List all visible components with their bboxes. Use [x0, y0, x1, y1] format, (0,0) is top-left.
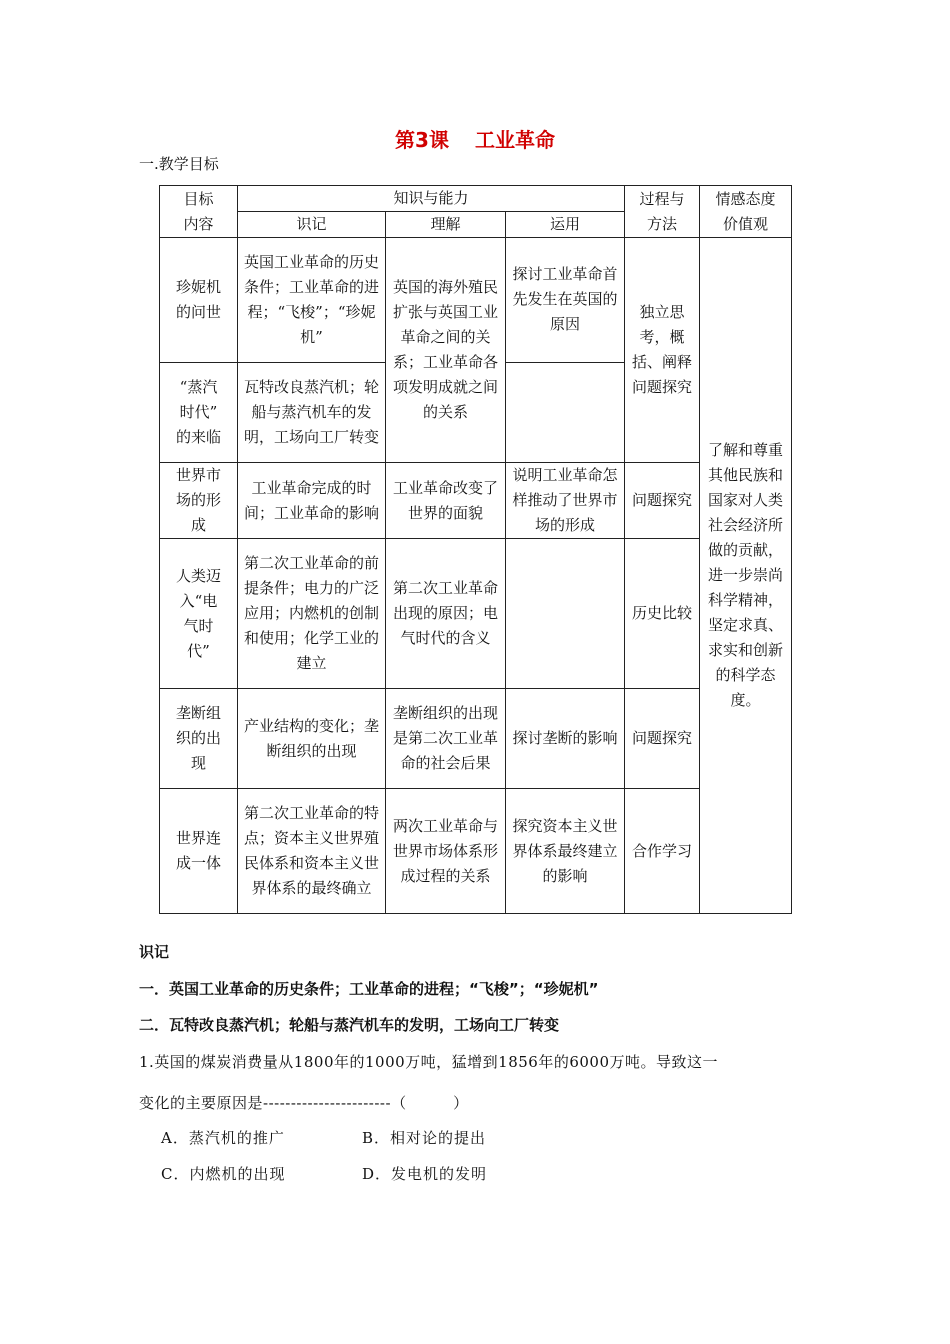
teaching-goals-table — [159, 185, 792, 914]
process-cell: 历史比较 — [625, 539, 700, 689]
point-two: 二．瓦特改良蒸汽机；轮船与蒸汽机车的发明，工场向工厂转变 — [139, 1016, 560, 1034]
question-line-2: 变化的主要原因是-----------------------（ ） — [139, 1094, 469, 1112]
apply-cell: 探讨工业革命首先发生在英国的原因 — [506, 238, 625, 363]
goal-cell: 人类迈 入“电 气时 代” — [160, 539, 238, 689]
memorize-heading: 识记 — [139, 943, 170, 961]
apply-cell: 探究资本主义世界体系最终建立的影响 — [506, 789, 625, 914]
option-d[interactable]: D．发电机的发明 — [362, 1165, 488, 1183]
header-knowledge-ability: 知识与能力 — [238, 186, 625, 212]
understand-cell: 两次工业革命与世界市场体系形成过程的关系 — [386, 789, 506, 914]
process-cell: 问题探究 — [625, 463, 700, 539]
lesson-name: 工业革命 — [474, 128, 555, 152]
memorize-cell: 英国工业革命的历史条件；工业革命的进程；“飞梭”；“珍妮机” — [238, 238, 386, 363]
apply-cell: 探讨垄断的影响 — [506, 689, 625, 789]
memorize-cell: 工业革命完成的时间；工业革命的影响 — [238, 463, 386, 539]
header-process-method: 过程与 方法 — [625, 186, 700, 238]
goal-cell: “蒸汽 时代” 的来临 — [160, 363, 238, 463]
lesson-number: 第3课 — [395, 128, 449, 152]
memorize-cell: 产业结构的变化；垄断组织的出现 — [238, 689, 386, 789]
process-cell: 合作学习 — [625, 789, 700, 914]
apply-cell: 说明工业革命怎样推动了世界市场的形成 — [506, 463, 625, 539]
option-b[interactable]: B．相对论的提出 — [362, 1129, 487, 1147]
understand-cell: 垄断组织的出现是第二次工业革命的社会后果 — [386, 689, 506, 789]
header-emotion-values: 情感态度 价值观 — [700, 186, 792, 238]
goal-cell: 世界连 成一体 — [160, 789, 238, 914]
apply-cell — [506, 539, 625, 689]
apply-cell — [506, 363, 625, 463]
memorize-cell: 瓦特改良蒸汽机；轮船与蒸汽机车的发明，工场向工厂转变 — [238, 363, 386, 463]
lesson-title — [0, 124, 950, 153]
understand-cell: 工业革命改变了世界的面貌 — [386, 463, 506, 539]
option-a[interactable]: A．蒸汽机的推广 — [161, 1129, 285, 1147]
header-understand: 理解 — [386, 212, 506, 238]
memorize-cell: 第二次工业革命的特点；资本主义世界殖民体系和资本主义世界体系的最终确立 — [238, 789, 386, 914]
question-line-1: 1.英国的煤炭消费量从1800年的1000万吨，猛增到1856年的6000万吨。导致这一 — [139, 1053, 719, 1071]
understand-cell: 英国的海外殖民扩张与英国工业革命之间的关系；工业革命各项发明成就之间的关系 — [386, 238, 506, 463]
process-cell: 问题探究 — [625, 689, 700, 789]
header-apply: 运用 — [506, 212, 625, 238]
section-heading: 一.教学目标 — [139, 155, 219, 173]
process-cell: 独立思考，概括、阐释 问题探究 — [625, 238, 700, 463]
header-goal-content: 目标 内容 — [160, 186, 238, 238]
point-one: 一．英国工业革命的历史条件；工业革命的进程；“飞梭”；“珍妮机” — [139, 980, 599, 998]
goal-cell: 世界市 场的形 成 — [160, 463, 238, 539]
goal-cell: 珍妮机 的问世 — [160, 238, 238, 363]
emotion-values-cell: 了解和尊重其他民族和国家对人类社会经济所做的贡献，进一步崇尚科学精神，坚定求真、求实和创新的科学态度。 — [700, 238, 792, 914]
understand-cell: 第二次工业革命出现的原因；电气时代的含义 — [386, 539, 506, 689]
header-memorize: 识记 — [238, 212, 386, 238]
goal-cell: 垄断组 织的出 现 — [160, 689, 238, 789]
memorize-cell: 第二次工业革命的前提条件；电力的广泛应用；内燃机的创制和使用；化学工业的建立 — [238, 539, 386, 689]
option-c[interactable]: C．内燃机的出现 — [161, 1165, 286, 1183]
